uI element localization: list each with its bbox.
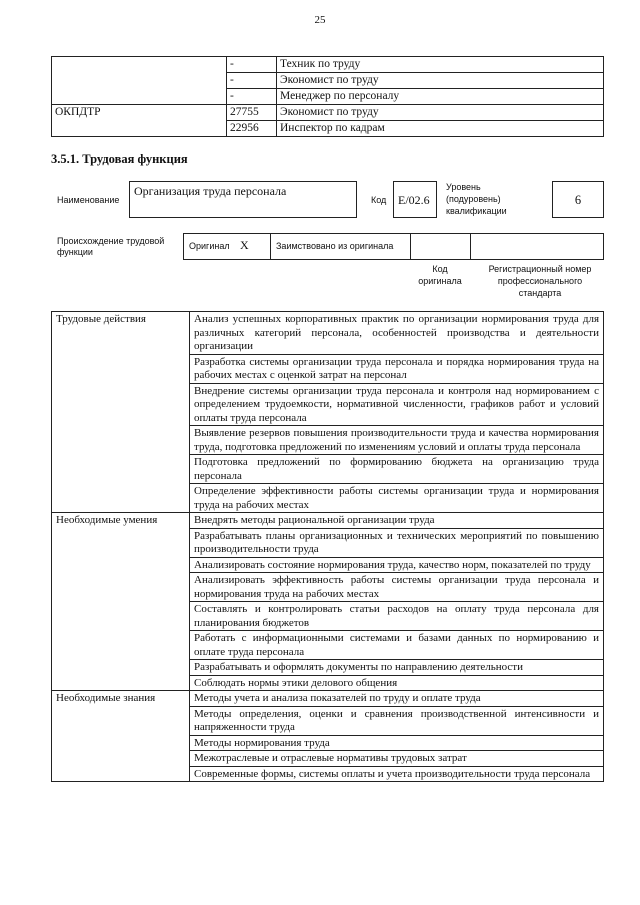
labor-function-table [51, 311, 604, 782]
function-row [52, 513, 604, 529]
origin-label: Происхождение трудовой функции [57, 236, 165, 257]
page-number: 25 [314, 14, 326, 26]
origin-row [183, 233, 604, 260]
function-item: Подготовка предложений по формированию бюджета на организацию труда персонала [190, 455, 604, 484]
occupation-name-cell: Техник по труду [277, 57, 604, 73]
function-item: Межотраслевые и отраслевые нормативы трудовых затрат [190, 751, 604, 767]
section-label: Необходимые умения [52, 513, 190, 691]
function-item: Анализ успешных корпоративных практик по организации нормирования труда для различных категорий персонала, особенностей производства и деятельности организации [190, 312, 604, 355]
function-item: Соблюдать нормы этики делового общения [190, 675, 604, 691]
function-item: Работать с информационными системами и базами данных по нормированию и оплате труда персонала [190, 631, 604, 660]
function-item: Выявление резервов повышения производительности труда и качества нормирования труда, подготовка предложений по изменениям условий и оплаты труда персонала [190, 426, 604, 455]
function-item: Внедрение системы организации труда персонала и контроля над нормированием с определением трудоемкости, нормативной численности, графиков работ и условий оплаты труда персонала [190, 383, 604, 426]
code-label: Код [371, 195, 387, 205]
code-cell: - [227, 73, 277, 89]
classifier-cell [52, 57, 227, 105]
function-item: Разработка системы организации труда персонала и порядка нормирования труда на рабочих местах с оценкой затрат на персонал [190, 354, 604, 383]
original-label: Оригинал [189, 241, 230, 251]
occupation-row [52, 105, 604, 121]
function-item: Разрабатывать и оформлять документы по направлению деятельности [190, 660, 604, 676]
classifier-cell: ОКПДТР [52, 105, 227, 137]
function-row [52, 691, 604, 707]
function-name-field: Организация труда персонала [129, 181, 357, 218]
code-cell: 27755 [227, 105, 277, 121]
function-code-field: E/02.6 [393, 181, 437, 218]
occupation-row [52, 57, 604, 73]
qualification-level-field: 6 [552, 181, 604, 218]
code-original-caption: Код оригинала [418, 264, 462, 286]
occupation-name-cell: Экономист по труду [277, 105, 604, 121]
occupation-name-cell: Экономист по труду [277, 73, 604, 89]
section-title: 3.5.1. Трудовая функция [51, 152, 188, 166]
name-label: Наименование [57, 195, 120, 205]
function-row [52, 312, 604, 355]
function-item: Методы учета и анализа показателей по труду и оплате труда [190, 691, 604, 707]
function-item: Анализировать состояние нормирования труда, качество норм, показателей по труду [190, 557, 604, 573]
function-item: Разрабатывать планы организационных и технических мероприятий по повышению производительности труда [190, 528, 604, 557]
function-item: Анализировать эффективность работы системы организации труда персонала и нормирования труда на рабочих местах [190, 573, 604, 602]
section-label: Трудовые действия [52, 312, 190, 513]
function-item: Методы нормирования труда [190, 735, 604, 751]
function-item: Составлять и контролировать статьи расходов на оплату труда персонала для планирования бюджетов [190, 602, 604, 631]
occupation-name-cell: Инспектор по кадрам [277, 121, 604, 137]
function-item: Методы определения, оценки и сравнения производственной интенсивности и напряженности труда [190, 706, 604, 735]
code-cell: 22956 [227, 121, 277, 137]
function-item: Внедрять методы рациональной организации труда [190, 513, 604, 529]
borrowed-label: Заимствовано из оригинала [276, 241, 394, 251]
occupation-codes-table [51, 56, 604, 137]
function-item: Современные формы, системы оплаты и учета производительности труда персонала [190, 766, 604, 782]
code-cell: - [227, 57, 277, 73]
original-mark: X [240, 238, 249, 252]
occupation-name-cell: Менеджер по персоналу [277, 89, 604, 105]
qualification-level-label: Уровень (подуровень) квалификации [446, 182, 507, 216]
registration-number-caption: Регистрационный номер профессионального стандарта [488, 264, 592, 298]
section-label: Необходимые знания [52, 691, 190, 782]
code-cell: - [227, 89, 277, 105]
function-item: Определение эффективности работы системы организации труда и нормирования труда на рабочих местах [190, 484, 604, 513]
